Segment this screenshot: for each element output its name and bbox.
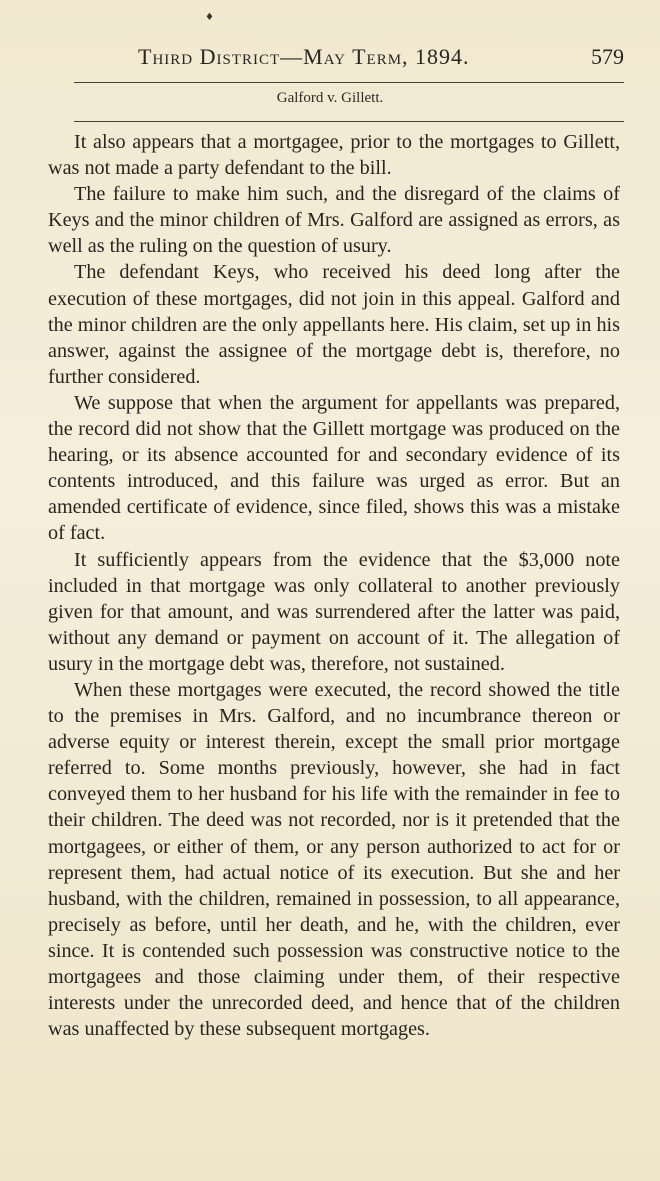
paragraph: The defendant Keys, who received his deed long after the execution of these mortgages, did not join in this appeal. Galford and the minor children are the only appellants here. His claim, set up in his answer, against the assignee of the mortgage debt is, therefore, no further considered. [48,261,620,388]
body-text [48,129,620,1042]
ornament-mark: ♦ [205,12,214,23]
page-number: 579 [591,44,624,69]
paragraph: When these mortgages were executed, the record showed the title to the premises in Mrs. Galford, and no incumbrance thereon or adverse equity or interest therein, except the small prior mortgage referred to. Some months previously, however, she had in fact conveyed them to her husband for his life with the remainder in fee to their children. The deed was not recorded, nor is it pretended that the mortgagees, or either of them, or any person authorized to act for or represent them, had actual notice of its execution. But she and her husband, with the children, remained in possession, to all appearance, precisely as before, until her death, and he, with the children, ever since. It is contended such possession was constructive notice to the mortgagees and those claiming under them, of their respective interests under the unrecorded deed, and hence that of the children was unaffected by these subsequent mortgages. [48,678,620,1041]
paragraph: The failure to make him such, and the disregard of the claims of Keys and the minor children of Mrs. Galford are assigned as errors, as well as the ruling on the question of usury. [48,183,620,258]
running-title: Third District—May Term, 1894. [138,44,470,69]
case-title: Galford v. Gillett. [276,90,384,106]
paragraph: We suppose that when the argument for appellants was prepared, the record did not show that the Gillett mortgage was produced on the hearing, or its absence accounted for and secondary evidence of its contents introduced, and this failure was urged as error. But an amended certificate of evidence, since filed, shows this was a mistake of fact. [48,391,620,545]
running-head [74,44,624,78]
paragraph: It also appears that a mortgagee, prior to the mortgages to Gillett, was not made a party defendant to the bill. [48,131,620,180]
paragraph: It sufficiently appears from the evidence that the $3,000 note included in that mortgage was only collateral to another previously given for that amount, and was surrendered after the latter was paid, without any demand or payment on account of it. The allegation of usury in the mortgage debt was, therefore, not sustained. [48,548,620,675]
header-rule-bottom [74,121,624,122]
header-rule-top [74,82,624,83]
